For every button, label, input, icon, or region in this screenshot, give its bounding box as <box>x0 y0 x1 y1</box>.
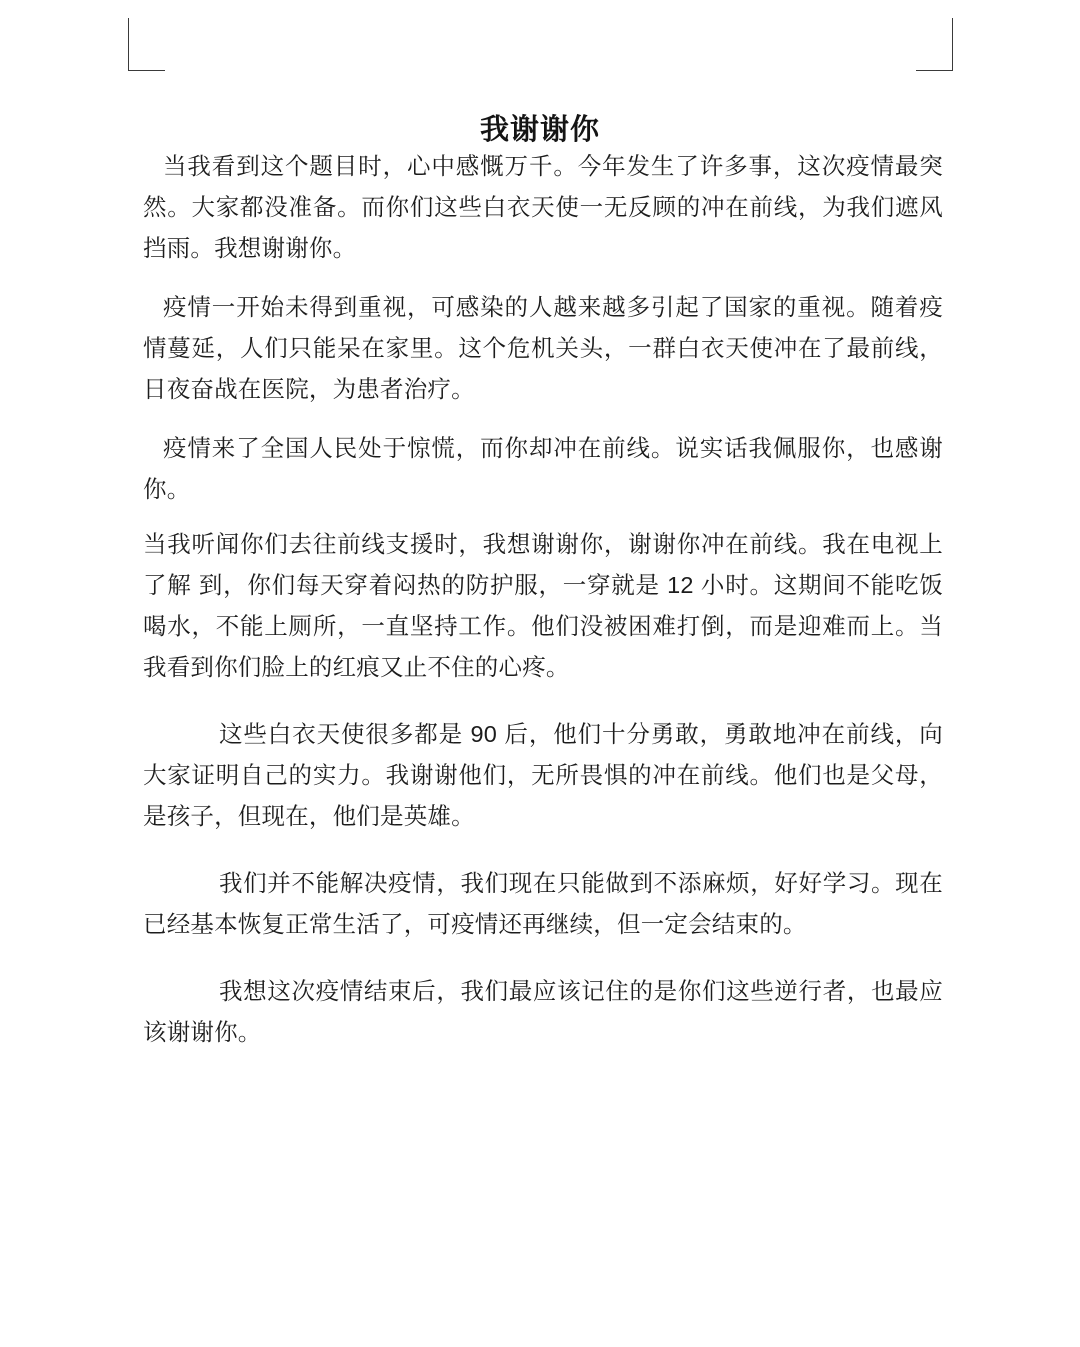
crop-mark-top-right-icon <box>916 18 953 71</box>
crop-mark-top-left-icon <box>128 18 165 71</box>
paragraph-2: 疫情一开始未得到重视，可感染的人越来越多引起了国家的重视。随着疫情蔓延，人们只能呆在家里。这个危机关头，一群白衣天使冲在了最前线，日夜奋战在医院，为患者治疗。 <box>143 294 943 402</box>
paragraph-4: 当我听闻你们去往前线支援时，我想谢谢你，谢谢你冲在前线。我在电视上了解 到，你们每天穿着闷热的防护服，一穿就是 12 小时。这期间不能吃饭喝水，不能上厕所，一直坚持工作。他们没被困难打倒，而是迎难而上。当我看到你们脸上的红痕又止不住的心疼。 <box>143 531 943 680</box>
paragraph-6: 我们并不能解决疫情，我们现在只能做到不添麻烦，好好学习。现在已经基本恢复正常生活了，可疫情还再继续，但一定会结束的。 <box>143 870 943 937</box>
paragraph-1: 当我看到这个题目时，心中感慨万千。今年发生了许多事，这次疫情最突然。大家都没准备。而你们这些白衣天使一无反顾的冲在前线，为我们遮风挡雨。我想谢谢你。 <box>143 153 943 261</box>
page-title: 我谢谢你 <box>479 114 600 147</box>
paragraph-5: 这些白衣天使很多都是 90 后，他们十分勇敢，勇敢地冲在前线，向大家证明自己的实力。我谢谢他们，无所畏惧的冲在前线。他们也是父母，是孩子，但现在，他们是英雄。 <box>143 721 943 829</box>
document-body <box>143 146 943 1071</box>
paragraph-7: 我想这次疫情结束后，我们最应该记住的是你们这些逆行者，也最应该谢谢你。 <box>143 978 943 1045</box>
paragraph-3: 疫情来了全国人民处于惊慌，而你却冲在前线。说实话我佩服你，也感谢你。 <box>143 435 943 502</box>
